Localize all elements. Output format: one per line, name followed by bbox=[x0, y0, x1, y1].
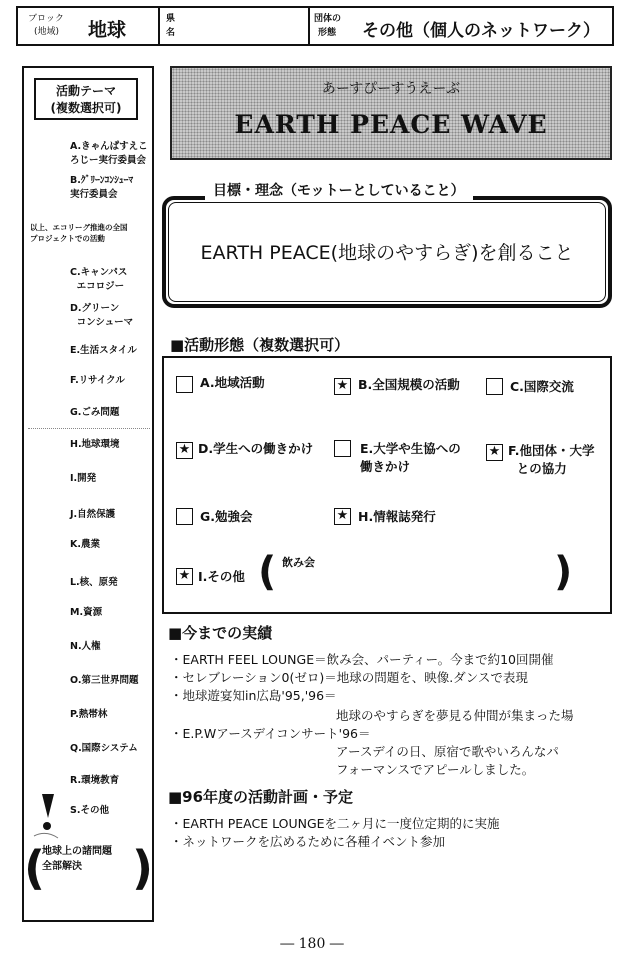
header-table bbox=[16, 6, 614, 46]
type-label-1: 団体の bbox=[314, 14, 342, 24]
checkbox-h[interactable]: ★ bbox=[334, 508, 351, 525]
option-h-label: H.情報誌発行 bbox=[358, 509, 436, 524]
goal-title: 目標・理念（モットーとしていること） bbox=[205, 180, 473, 200]
result-line-2: ・セレブレーション0(ゼロ)＝地球の問題を、映像.ダンスで表現 bbox=[170, 670, 528, 685]
option-f-label: F.他団体・大学 との協力 bbox=[508, 443, 595, 476]
other-right-paren: ) bbox=[132, 841, 154, 895]
other-left-paren-activity: ( bbox=[258, 549, 277, 595]
block-value: 地球 bbox=[88, 19, 127, 41]
plans-title: ■96年度の活動計画・予定 bbox=[168, 788, 354, 806]
activity-box bbox=[162, 356, 612, 614]
theme-title-box bbox=[34, 78, 138, 120]
activity-title: ■活動形態（複数選択可） bbox=[170, 336, 350, 354]
result-line-1: ・EARTH FEEL LOUNGE＝飲み会、パーティー。今まで約10回開催 bbox=[170, 652, 554, 667]
theme-item-g: G.ごみ問題 bbox=[70, 407, 120, 418]
block-label: ブロック bbox=[28, 14, 64, 24]
checkbox-g[interactable] bbox=[176, 508, 193, 525]
results-title: ■今までの実績 bbox=[168, 624, 273, 642]
theme-item-s: S.その他 bbox=[70, 805, 109, 816]
theme-item-n: N.人権 bbox=[70, 641, 101, 652]
other-theme-text: 地球上の諸問題 全部解決 bbox=[42, 846, 112, 872]
theme-item-i: I.開発 bbox=[70, 473, 97, 484]
option-g-label: G.勉強会 bbox=[200, 509, 253, 524]
checkbox-e[interactable] bbox=[334, 440, 351, 457]
option-a-label: A.地域活動 bbox=[200, 375, 265, 390]
checkbox-i[interactable]: ★ bbox=[176, 568, 193, 585]
result-line-7: フォーマンスでアピールしました。 bbox=[336, 762, 535, 777]
option-c-label: C.国際交流 bbox=[510, 379, 574, 394]
theme-item-d: D.グリーン コンシューマ bbox=[70, 303, 134, 328]
checkbox-c[interactable] bbox=[486, 378, 503, 395]
result-line-6: アースデイの日、原宿で歌やいろんなパ bbox=[336, 744, 559, 759]
theme-item-h: H.地球環境 bbox=[70, 439, 120, 450]
title-banner bbox=[170, 66, 612, 160]
theme-item-c: C.キャンパス エコロジー bbox=[70, 267, 128, 292]
exclamation-doodle-icon bbox=[28, 790, 68, 842]
option-i-label: I.その他 bbox=[198, 569, 245, 584]
other-left-paren: ( bbox=[24, 841, 46, 895]
theme-item-m: M.資源 bbox=[70, 607, 103, 618]
theme-item-f: F.リサイクル bbox=[70, 375, 125, 386]
goal-text: EARTH PEACE(地球のやすらぎ)を創ること bbox=[200, 242, 574, 264]
checkbox-a[interactable] bbox=[176, 376, 193, 393]
other-activity-value: 飲み会 bbox=[282, 556, 315, 569]
theme-item-k: K.農業 bbox=[70, 539, 100, 550]
theme-item-p: P.熱帯林 bbox=[70, 709, 108, 720]
plan-line-2: ・ネットワークを広めるために各種イベント参加 bbox=[170, 834, 446, 849]
theme-title: 活動テーマ bbox=[55, 84, 116, 98]
plan-line-1: ・EARTH PEACE LOUNGEを二ヶ月に一度位定期的に実施 bbox=[170, 816, 500, 831]
other-right-paren-activity: ) bbox=[554, 549, 573, 595]
result-line-5: ・E.P.Wアースデイコンサート'96＝ bbox=[170, 726, 371, 741]
checkbox-b[interactable]: ★ bbox=[334, 378, 351, 395]
theme-item-o: O.第三世界問題 bbox=[70, 675, 139, 686]
pref-label-2: 名 bbox=[166, 28, 176, 38]
theme-item-r: R.環境教育 bbox=[70, 775, 120, 786]
banner-subtitle: あーすぴーすうえーぶ bbox=[321, 81, 461, 97]
checkbox-d[interactable]: ★ bbox=[176, 442, 193, 459]
option-e-label: E.大学や生協への 働きかけ bbox=[360, 441, 461, 474]
option-d-label: D.学生への働きかけ bbox=[198, 441, 314, 456]
result-line-4: 地球のやすらぎを夢見る仲間が集まった場 bbox=[336, 708, 574, 723]
theme-item-l: L.核、原発 bbox=[70, 577, 118, 588]
page-number: ― 180 ― bbox=[280, 936, 344, 952]
pref-label-1: 県 bbox=[166, 14, 176, 24]
theme-subtitle: (複数選択可) bbox=[50, 101, 122, 115]
theme-item-a: A.きゃんぱすえこ ろじー実行委員会 bbox=[70, 141, 148, 166]
theme-item-q: Q.国際システム bbox=[70, 743, 138, 754]
checkbox-f[interactable]: ★ bbox=[486, 444, 503, 461]
theme-item-j: J.自然保護 bbox=[70, 509, 116, 520]
theme-note: 以上、エコリーグ推進の全国 プロジェクトでの活動 bbox=[30, 223, 128, 243]
option-b-label: B.全国規模の活動 bbox=[358, 377, 460, 392]
type-value: その他（個人のネットワーク） bbox=[362, 21, 600, 41]
type-label-2: 形態 bbox=[318, 28, 337, 38]
result-line-3: ・地球遊宴知in広島'95,'96＝ bbox=[170, 688, 337, 703]
theme-item-e: E.生活スタイル bbox=[70, 345, 137, 356]
region-label: (地域) bbox=[34, 27, 60, 37]
theme-sidebar bbox=[22, 66, 154, 922]
banner-title: EARTH PEACE WAVE bbox=[234, 110, 548, 139]
theme-item-b: B.ｸﾞﾘｰﾝｺﾝｼｭｰﾏ 実行委員会 bbox=[70, 175, 134, 200]
